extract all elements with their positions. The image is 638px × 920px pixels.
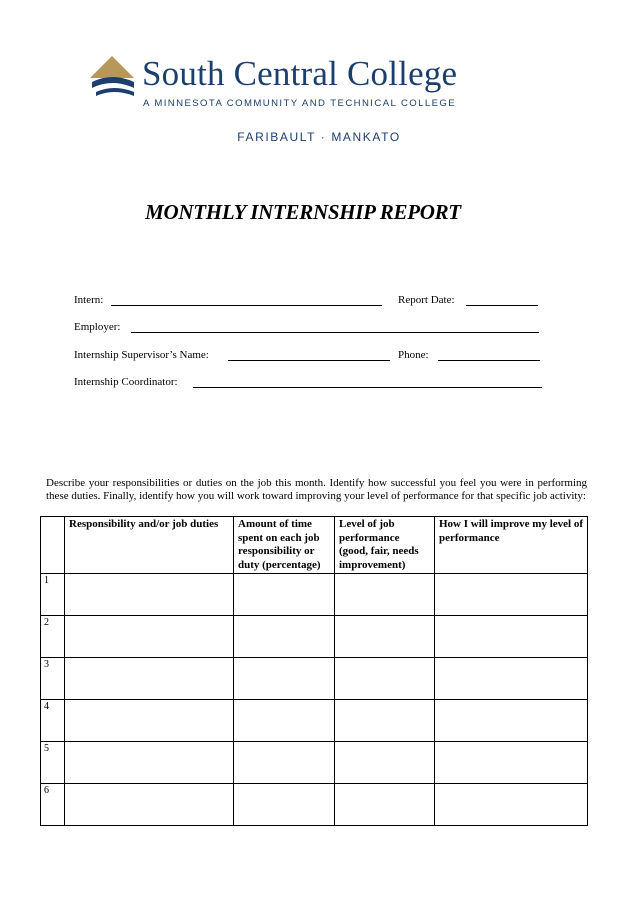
report-date-field[interactable] [466, 295, 538, 306]
supervisor-field[interactable] [228, 350, 390, 361]
table-row [41, 658, 588, 700]
time-cell[interactable] [234, 616, 335, 658]
row-number: 2 [41, 616, 65, 658]
column-header-number [41, 517, 65, 574]
table-row [41, 742, 588, 784]
responsibility-cell[interactable] [65, 700, 234, 742]
table-row [41, 700, 588, 742]
row-number: 3 [41, 658, 65, 700]
row-number: 1 [41, 574, 65, 616]
responsibility-cell[interactable] [65, 616, 234, 658]
row-number: 6 [41, 784, 65, 826]
improvement-cell[interactable] [435, 574, 588, 616]
table-header-row [41, 517, 588, 574]
improvement-cell[interactable] [435, 784, 588, 826]
column-header-performance: Level of job performance (good, fair, needs improvement) [335, 517, 435, 574]
column-header-responsibility: Responsibility and/or job duties [65, 517, 234, 574]
instructions-text: Describe your responsibilities or duties on the job this month. Identify how successful you feel you were in performing these duties. Finally, identify how you will work toward improving your level of performance for that specific job activity: [46, 477, 587, 502]
responsibility-cell[interactable] [65, 742, 234, 784]
employer-label: Employer: [74, 321, 121, 333]
responsibility-cell[interactable] [65, 658, 234, 700]
coordinator-field[interactable] [193, 377, 542, 388]
employer-field[interactable] [131, 322, 539, 333]
row-number: 4 [41, 700, 65, 742]
coordinator-label: Internship Coordinator: [74, 376, 178, 388]
phone-field[interactable] [438, 350, 540, 361]
supervisor-label: Internship Supervisor’s Name: [74, 349, 209, 361]
report-date-label: Report Date: [398, 294, 455, 306]
college-tagline: A MINNESOTA COMMUNITY AND TECHNICAL COLLEGE [143, 98, 457, 109]
performance-cell[interactable] [335, 616, 435, 658]
college-name: South Central College [142, 54, 458, 93]
table-row [41, 616, 588, 658]
performance-cell[interactable] [335, 742, 435, 784]
time-cell[interactable] [234, 742, 335, 784]
phone-label: Phone: [398, 349, 429, 361]
intern-label: Intern: [74, 294, 104, 306]
report-table [40, 516, 588, 826]
college-logo [86, 52, 526, 116]
column-header-improvement: How I will improve my level of performance [435, 517, 588, 574]
time-cell[interactable] [234, 658, 335, 700]
improvement-cell[interactable] [435, 616, 588, 658]
college-logo-mark-icon [86, 52, 138, 108]
performance-cell[interactable] [335, 574, 435, 616]
performance-cell[interactable] [335, 700, 435, 742]
row-number: 5 [41, 742, 65, 784]
improvement-cell[interactable] [435, 658, 588, 700]
intern-field[interactable] [111, 295, 382, 306]
improvement-cell[interactable] [435, 700, 588, 742]
time-cell[interactable] [234, 700, 335, 742]
time-cell[interactable] [234, 574, 335, 616]
column-header-time: Amount of time spent on each job responsibility or duty (percentage) [234, 517, 335, 574]
responsibility-cell[interactable] [65, 784, 234, 826]
table-row [41, 784, 588, 826]
performance-cell[interactable] [335, 784, 435, 826]
improvement-cell[interactable] [435, 742, 588, 784]
campus-locations: FARIBAULT · MANKATO [237, 130, 401, 144]
time-cell[interactable] [234, 784, 335, 826]
page-title: MONTHLY INTERNSHIP REPORT [145, 200, 461, 224]
performance-cell[interactable] [335, 658, 435, 700]
table-row [41, 574, 588, 616]
responsibility-cell[interactable] [65, 574, 234, 616]
